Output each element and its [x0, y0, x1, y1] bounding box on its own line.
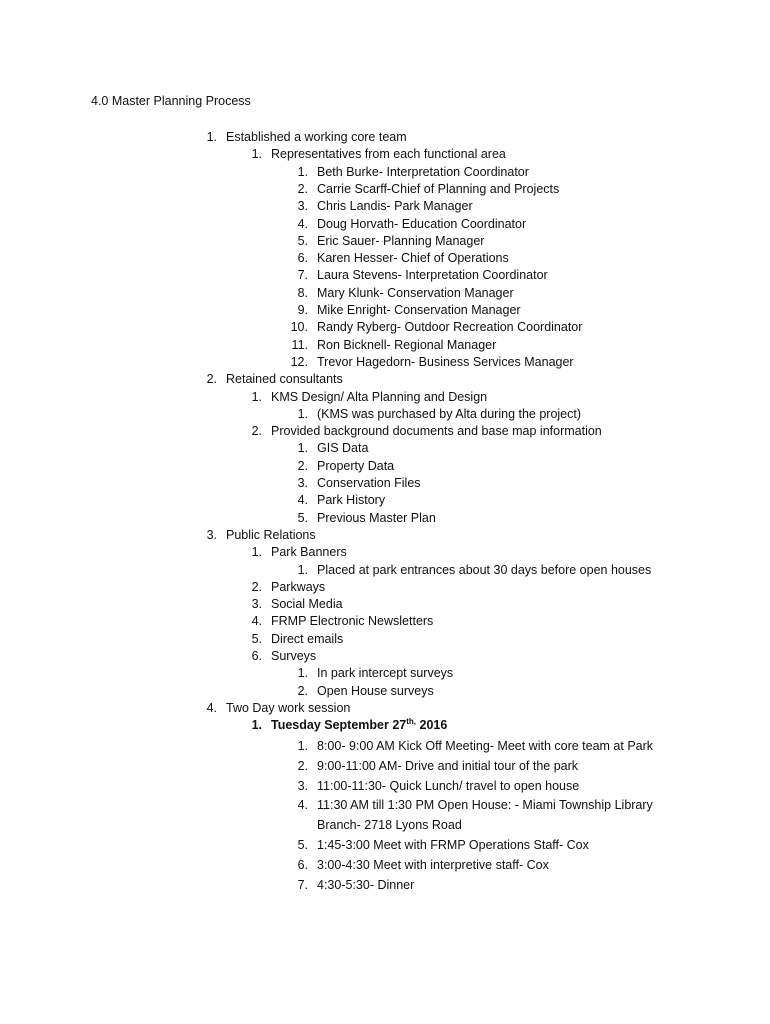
- list-text: Retained consultants: [226, 372, 343, 387]
- list-number: 2.: [297, 683, 308, 698]
- core-team-member: [290, 354, 574, 371]
- list-number: 2.: [206, 372, 217, 387]
- subsection: [251, 613, 434, 630]
- list-text: Mary Klunk- Conservation Manager: [317, 285, 514, 300]
- list-text: Public Relations: [226, 527, 316, 542]
- list-text: Branch- 2718 Lyons Road: [317, 818, 462, 833]
- list-text: Placed at park entrances about 30 days before open houses: [317, 562, 652, 577]
- session-day-heading: [251, 717, 448, 734]
- schedule-item: [297, 837, 589, 854]
- section-3: [206, 527, 316, 544]
- list-number: 3.: [297, 476, 308, 490]
- list-item: [297, 562, 652, 579]
- list-text: 9:00-11:00 AM- Drive and initial tour of the park: [317, 758, 579, 773]
- list-text: Established a working core team: [226, 130, 407, 144]
- list-number: 7.: [297, 878, 308, 892]
- list-text: Park History: [317, 493, 386, 508]
- subsection: [251, 631, 344, 648]
- list-number: 1.: [251, 389, 262, 404]
- list-number: 2.: [297, 458, 308, 473]
- list-text: Social Media: [271, 597, 343, 612]
- core-team-member: [290, 319, 583, 336]
- list-number: 3.: [297, 778, 308, 793]
- core-team-member: [297, 267, 548, 284]
- list-text: 4:30-5:30- Dinner: [317, 878, 415, 892]
- list-text: Chris Landis- Park Manager: [317, 199, 473, 214]
- subsection: [251, 389, 488, 406]
- section-2: [206, 371, 343, 388]
- list-text: Ron Bicknell- Regional Manager: [317, 337, 497, 352]
- list-item: [297, 510, 436, 527]
- list-text: FRMP Electronic Newsletters: [271, 614, 434, 629]
- list-item: [297, 683, 434, 700]
- list-item: [297, 475, 421, 492]
- list-number: 2.: [297, 181, 308, 196]
- list-item: [297, 492, 386, 509]
- list-text: (KMS was purchased by Alta during the project): [317, 406, 582, 421]
- list-text: Representatives from each functional area: [271, 147, 506, 162]
- list-number: 1.: [251, 147, 262, 162]
- subsection: [251, 579, 326, 596]
- list-text: 3:00-4:30 Meet with interpretive staff- Cox: [317, 858, 549, 873]
- schedule-item: [297, 758, 579, 775]
- list-text: Previous Master Plan: [317, 510, 436, 525]
- core-team-member: [297, 198, 473, 215]
- core-team-member: [291, 337, 497, 354]
- year-text: 2016: [416, 718, 448, 733]
- list-number: 1.: [297, 406, 308, 421]
- list-number: 3.: [206, 527, 217, 542]
- core-team-member: [297, 216, 527, 233]
- list-text: Carrie Scarff-Chief of Planning and Projects: [317, 181, 560, 196]
- list-number: 7.: [297, 268, 308, 283]
- list-number: 2.: [297, 758, 308, 773]
- list-text: Eric Sauer- Planning Manager: [317, 233, 485, 248]
- list-number: 4.: [297, 798, 308, 813]
- schedule-item: [297, 797, 653, 814]
- list-number: 6.: [251, 649, 262, 663]
- list-text: Doug Horvath- Education Coordinator: [317, 216, 527, 231]
- date-suffix: th,: [406, 717, 417, 727]
- list-text: Beth Burke- Interpretation Coordinator: [317, 164, 529, 179]
- core-team-member: [297, 233, 485, 250]
- list-number: 5.: [297, 233, 308, 248]
- list-number: 1.: [251, 718, 262, 733]
- list-text: Trevor Hagedorn- Business Services Manager: [317, 354, 574, 369]
- list-item-continuation: [317, 817, 462, 834]
- schedule-item: [297, 738, 654, 755]
- subsection: [251, 596, 343, 613]
- core-team-member: [297, 302, 521, 319]
- list-number: 6.: [297, 858, 308, 873]
- list-text: Two Day work session: [226, 700, 351, 715]
- list-text: Parkways: [271, 579, 326, 594]
- list-number: 1.: [297, 666, 308, 681]
- list-number: 4.: [297, 493, 308, 508]
- schedule-item: [297, 877, 415, 894]
- list-number: 5.: [297, 510, 308, 525]
- list-text: Karen Hesser- Chief of Operations: [317, 251, 509, 266]
- list-number: 1.: [297, 738, 308, 753]
- list-text: Park Banners: [271, 545, 347, 560]
- list-text: Open House surveys: [317, 683, 434, 698]
- list-text: 11:00-11:30- Quick Lunch/ travel to open house: [317, 778, 580, 793]
- list-number: 11.: [291, 337, 308, 352]
- list-number: 1.: [251, 545, 262, 560]
- list-text: Provided background documents and base map information: [271, 424, 602, 439]
- subsection: [251, 544, 347, 561]
- list-number: 2.: [251, 579, 262, 594]
- list-text: Surveys: [271, 649, 317, 663]
- schedule-item: [297, 778, 580, 795]
- list-number: 12.: [290, 354, 308, 369]
- list-text: Mike Enright- Conservation Manager: [317, 303, 521, 317]
- subsection: [251, 648, 317, 665]
- list-number: 2.: [251, 424, 262, 439]
- section-1: [206, 129, 407, 146]
- subsection: [251, 146, 506, 163]
- list-number: 1.: [297, 441, 308, 456]
- list-text: Property Data: [317, 458, 395, 473]
- list-text: 1:45-3:00 Meet with FRMP Operations Staff- Cox: [317, 838, 589, 853]
- core-team-member: [297, 285, 514, 302]
- list-number: 5.: [251, 631, 262, 646]
- list-item: [297, 665, 454, 682]
- list-text: In park intercept surveys: [317, 666, 454, 681]
- list-item: [297, 458, 395, 475]
- schedule-item: [297, 857, 549, 874]
- list-text: Laura Stevens- Interpretation Coordinator: [317, 268, 548, 283]
- list-item: [297, 406, 582, 423]
- list-number: 6.: [297, 251, 308, 266]
- list-number: 4.: [206, 700, 217, 715]
- page-title: 4.0 Master Planning Process: [91, 94, 251, 108]
- list-number: 10.: [290, 320, 308, 335]
- list-number: 3.: [251, 597, 262, 612]
- list-text: Conservation Files: [317, 476, 421, 490]
- list-number: 8.: [297, 285, 308, 300]
- list-text: GIS Data: [317, 441, 369, 456]
- list-number: 4.: [251, 614, 262, 629]
- date-text: Tuesday September 27: [271, 718, 407, 733]
- list-number: 1.: [297, 164, 308, 179]
- list-text: KMS Design/ Alta Planning and Design: [271, 389, 488, 404]
- section-4: [206, 700, 351, 717]
- list-number: 3.: [297, 199, 308, 214]
- list-item: [297, 440, 369, 457]
- core-team-member: [297, 181, 560, 198]
- list-text: 8:00- 9:00 AM Kick Off Meeting- Meet with core team at Park: [317, 738, 654, 753]
- list-number: 9.: [297, 303, 308, 317]
- list-text: Direct emails: [271, 631, 344, 646]
- core-team-member: [297, 250, 509, 267]
- list-text: 11:30 AM till 1:30 PM Open House: - Miami Township Library: [317, 798, 653, 813]
- list-number: 5.: [297, 838, 308, 853]
- list-number: 4.: [297, 216, 308, 231]
- list-number: 1.: [297, 562, 308, 577]
- subsection: [251, 423, 602, 440]
- list-number: 1.: [206, 130, 217, 144]
- list-text: [271, 717, 447, 734]
- core-team-member: [297, 164, 529, 181]
- list-text: Randy Ryberg- Outdoor Recreation Coordinator: [317, 320, 583, 335]
